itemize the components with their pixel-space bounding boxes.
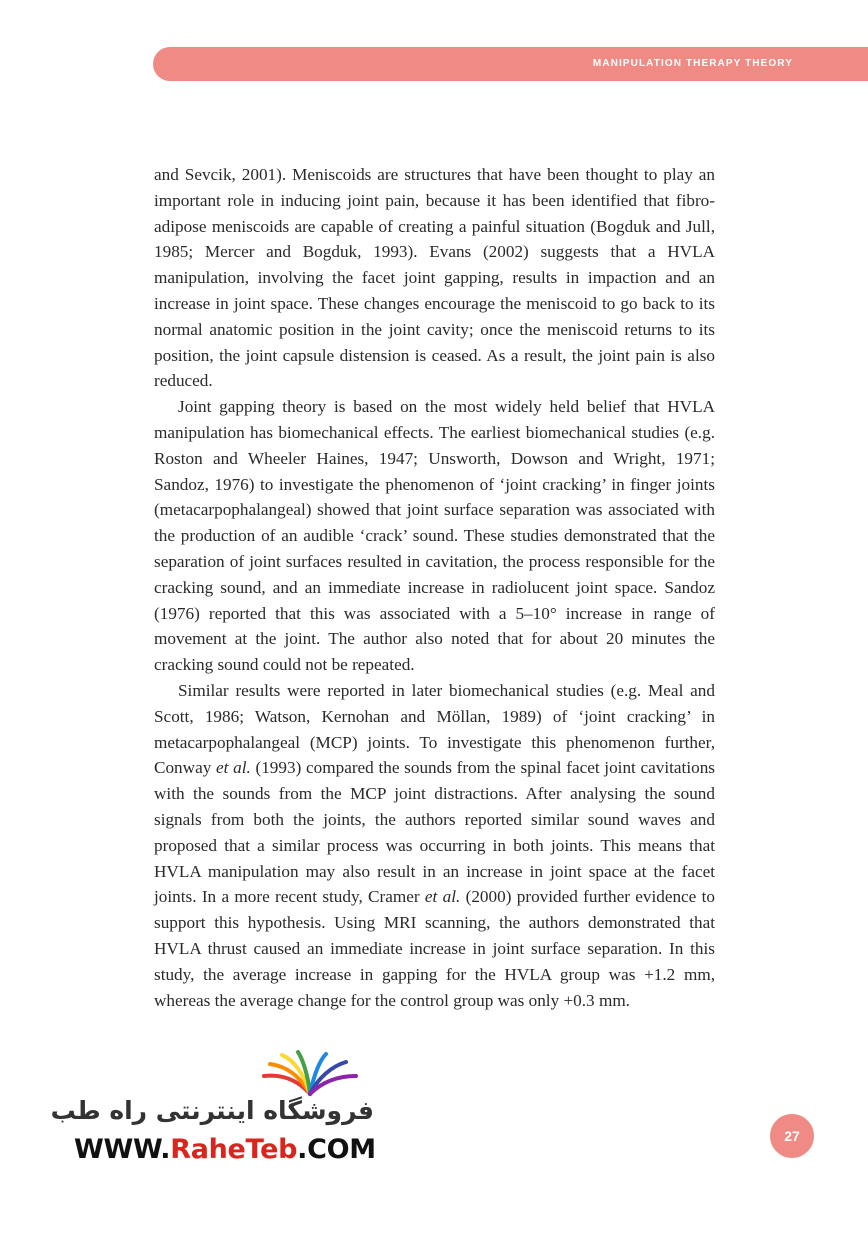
- paragraph-3-part-1: Similar results were reported in later biomechanical studies (e.g. Meal and Scott, 1986; Watson, Kernohan and Möllan, 1989) of ‘joint cracking’ in metacarpophalangeal (MCP) joints. To investigate this phenomenon further, Conway: [154, 680, 715, 778]
- paragraph-2: Joint gapping theory is based on the most widely held belief that HVLA manipulation has biomechanical effects. The earliest biomechanical studies (e.g. Roston and Wheeler Haines, 1947; Unsworth, Dowson and Wright, 1971; Sandoz, 1976) to investigate the phenomenon of ‘joint cracking’ in finger joints (metacarpophalangeal) showed that joint surface separation was associated with the production of an audible ‘crack’ sound. These studies demonstrated that the separation of joint surfaces resulted in cavitation, the process responsible for the cracking sound, and an immediate increase in radiolucent joint space. Sandoz (1976) reported that this was associated with a 5–10° increase in range of movement at the joint. The author also noted that for about 20 minutes the cracking sound could not be repeated.: [154, 397, 715, 675]
- page-number: 27: [770, 1114, 814, 1158]
- open-book-rainbow-icon: [260, 1050, 360, 1100]
- watermark: [50, 1050, 380, 1170]
- main-text: [154, 162, 715, 1013]
- running-header: [153, 47, 868, 81]
- paragraph-3: [154, 678, 715, 1013]
- citation-et-al: et al.: [424, 887, 461, 907]
- paragraph-1: and Sevcik, 2001). Meniscoids are structures that have been thought to play an important role in inducing joint pain, because it has been identified that fibro-adipose meniscoids are capable of creating a painful situation (Bogduk and Jull, 1985; Mercer and Bogduk, 1993). Evans (2002) suggests that a HVLA manipulation, involving the facet joint gapping, results in impaction and an increase in joint space. These changes encourage the meniscoid to go back to its normal anatomic position in the joint cavity; once the meniscoid returns to its position, the joint capsule distension is ceased. As a result, the joint pain is also reduced.: [154, 165, 715, 391]
- watermark-url-prefix: WWW.: [74, 1134, 171, 1165]
- watermark-url-suffix: .COM: [297, 1134, 376, 1165]
- watermark-url: [74, 1134, 376, 1165]
- watermark-store-name: فروشگاه اینترنتی راه طب: [50, 1096, 374, 1125]
- paragraph-3-part-2: (1993) compared the sounds from the spinal facet joint cavitations with the sounds from the MCP joint distractions. After analysing the sound signals from both the joints, the authors reported similar sound waves and proposed that a similar process was occurring in both joints. This means that HVLA manipulation may also result in an increase in joint space at the facet joints. In a more recent study, Cramer: [154, 758, 715, 907]
- watermark-url-brand: RaheTeb: [170, 1134, 298, 1165]
- paragraph-3-part-3: (2000) provided further evidence to support this hypothesis. Using MRI scanning, the authors demonstrated that HVLA thrust caused an immediate increase in joint surface separation. In this study, the average increase in gapping for the HVLA group was +1.2 mm, whereas the average change for the control group was only +0.3 mm.: [154, 887, 715, 1010]
- citation-et-al: et al.: [216, 758, 251, 778]
- running-header-title: MANIPULATION THERAPY THEORY: [592, 58, 793, 69]
